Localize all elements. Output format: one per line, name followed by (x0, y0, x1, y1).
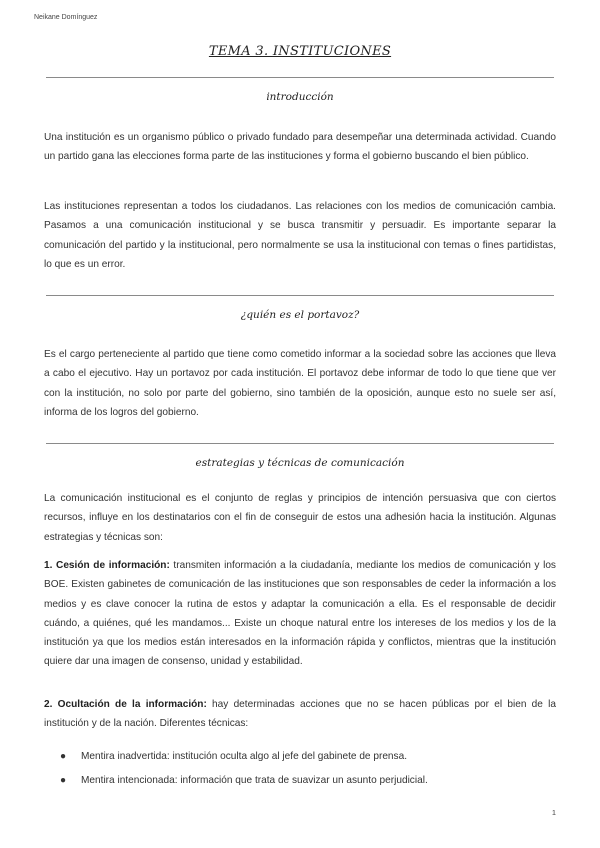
intro-paragraph-2: Las instituciones representan a todos los ciudadanos. Las relaciones con los medios de comunicación cambia. Pasamos a una comunicación institucional y se busca transmitir y persuadir. Es importante separar la comunicación del partido y la institucional, pero normalmente se usa la institucional con temas o fines partidistas, lo que es un error. (44, 201, 556, 270)
list-item (60, 772, 550, 790)
list-item (60, 748, 550, 766)
divider (46, 77, 554, 78)
strategy-label-cesion: 1. Cesión de información: (44, 560, 170, 571)
intro-paragraph-1: Una institución es un organismo público o privado fundado para desempeñar una determinada actividad. Cuando un partido gana las elecciones forma parte de las instituciones y forma el gobierno buscando el bien público. (44, 132, 556, 163)
author-name: Neikane Domínguez (34, 14, 98, 21)
technique-list (60, 748, 550, 796)
technique-text: Mentira inadvertida: institución oculta algo al jefe del gabinete de prensa. (81, 751, 408, 762)
bullet-icon: ● (60, 751, 67, 762)
portavoz-paragraph: Es el cargo perteneciente al partido que tiene como cometido informar a la sociedad sobre las acciones que lleva a cabo el ejecutivo. Hay un portavoz por cada institución. El portavoz debe informar de todo lo que tiene que ver con la institución, no solo por parte del gobierno, sino también de la oposición, aunque esto no suele ser así, informa de los logros del gobierno. (44, 349, 556, 418)
divider (46, 443, 554, 444)
technique-text: Mentira intencionada: información que trata de suavizar un asunto perjudicial. (81, 775, 428, 786)
divider (46, 295, 554, 296)
strategy-label-ocultacion: 2. Ocultación de la información: (44, 699, 207, 710)
page-title: TEMA 3. INSTITUCIONES (208, 44, 392, 59)
bullet-icon: ● (60, 775, 67, 786)
strategy-item-ocultacion (44, 695, 556, 734)
section-heading-intro: introducción (266, 91, 334, 103)
strategy-item-cesion (44, 556, 556, 672)
section-heading-estrategias: estrategias y técnicas de comunicación (195, 457, 405, 469)
strategy-text-ocultacion: hay determinadas acciones que no se hacen públicas por el bien de la institución y de la nación. Diferentes técnicas: (44, 699, 556, 730)
section-heading-portavoz: ¿quién es el portavoz? (240, 309, 360, 321)
page-number: 1 (551, 808, 556, 817)
strategy-text-cesion: transmiten información a la ciudadanía, mediante los medios de comunicación y los BOE. Existen gabinetes de comunicación de las instituciones que son responsables de ceder la información a los medios y es clave conocer la rutina de estos y adaptar la comunicación a ella. Es el responsable de decidir cuándo, a quiénes, qué les mandamos... Existe un choque natural entre los intereses de los medios y los de la institución ya que los medios están interesados en la información rápida y conflictos, mientras que la institución quiere dar una imagen de consenso, unidad y estabilidad. (44, 560, 556, 668)
estrategias-intro-paragraph: La comunicación institucional es el conjunto de reglas y principios de intención persuasiva que con ciertos recursos, influye en los destinatarios con el fin de conseguir de estos una adhesión hacia la institución. Algunas estrategias y técnicas son: (44, 493, 556, 543)
